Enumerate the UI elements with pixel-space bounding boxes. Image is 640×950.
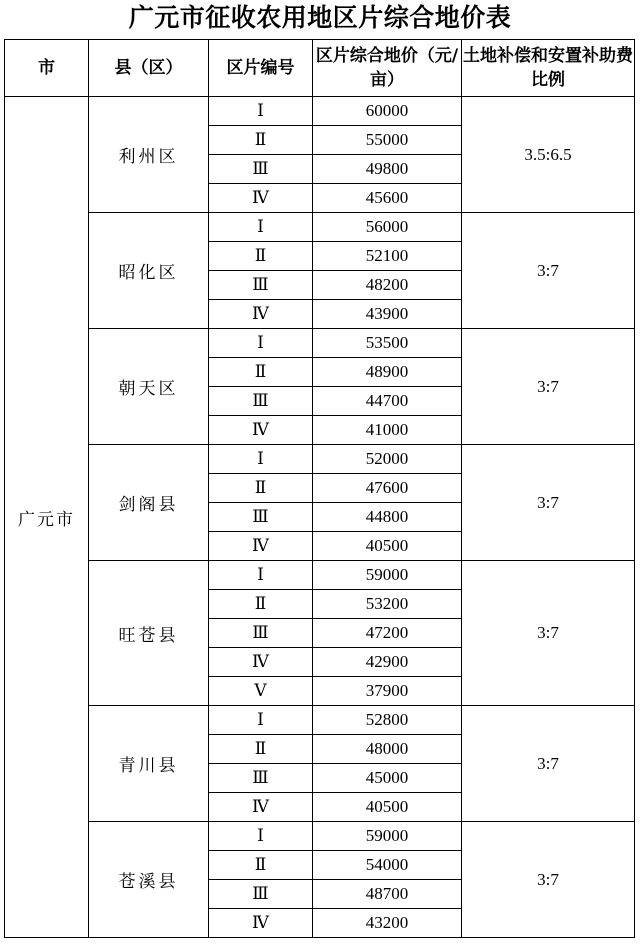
zone-id-cell: Ⅰ — [209, 822, 313, 851]
table-row — [5, 445, 635, 474]
zone-id-cell: Ⅲ — [209, 155, 313, 184]
price-cell: 54000 — [313, 851, 462, 880]
county-cell: 朝天区 — [89, 329, 209, 445]
zone-id-cell: Ⅲ — [209, 880, 313, 909]
zone-id-cell: Ⅰ — [209, 213, 313, 242]
header-price: 区片综合地价（元/亩） — [313, 40, 462, 97]
price-cell: 44800 — [313, 503, 462, 532]
header-county: 县（区） — [89, 40, 209, 97]
zone-id-cell: Ⅱ — [209, 474, 313, 503]
zone-id-cell: Ⅱ — [209, 735, 313, 764]
header-city: 市 — [5, 40, 89, 97]
price-cell: 56000 — [313, 213, 462, 242]
header-ratio: 土地补偿和安置补助费比例 — [462, 40, 635, 97]
zone-id-cell: Ⅳ — [209, 909, 313, 938]
zone-id-cell: Ⅳ — [209, 793, 313, 822]
price-cell: 60000 — [313, 97, 462, 126]
zone-id-cell: Ⅰ — [209, 329, 313, 358]
price-cell: 53500 — [313, 329, 462, 358]
price-cell: 48000 — [313, 735, 462, 764]
zone-id-cell: Ⅲ — [209, 764, 313, 793]
zone-id-cell: Ⅱ — [209, 358, 313, 387]
county-cell: 昭化区 — [89, 213, 209, 329]
price-cell: 44700 — [313, 387, 462, 416]
zone-id-cell: Ⅰ — [209, 445, 313, 474]
price-cell: 59000 — [313, 561, 462, 590]
price-cell: 45000 — [313, 764, 462, 793]
page-title: 广元市征收农用地区片综合地价表 — [128, 3, 512, 32]
ratio-cell: 3:7 — [462, 706, 635, 822]
ratio-cell: 3:7 — [462, 329, 635, 445]
ratio-cell: 3:7 — [462, 213, 635, 329]
table-row — [5, 329, 635, 358]
price-cell: 42900 — [313, 648, 462, 677]
table-row — [5, 97, 635, 126]
price-cell: 53200 — [313, 590, 462, 619]
zone-id-cell: Ⅰ — [209, 706, 313, 735]
price-cell: 52000 — [313, 445, 462, 474]
price-cell: 41000 — [313, 416, 462, 445]
table-header — [5, 40, 635, 97]
county-cell: 青川县 — [89, 706, 209, 822]
ratio-cell: 3:7 — [462, 561, 635, 706]
price-cell: 52100 — [313, 242, 462, 271]
header-row — [5, 40, 635, 97]
zone-id-cell: Ⅱ — [209, 126, 313, 155]
price-cell: 37900 — [313, 677, 462, 706]
ratio-cell: 3:7 — [462, 822, 635, 938]
zone-id-cell: Ⅳ — [209, 300, 313, 329]
price-cell: 40500 — [313, 532, 462, 561]
table-row — [5, 706, 635, 735]
price-cell: 52800 — [313, 706, 462, 735]
zone-id-cell: Ⅱ — [209, 242, 313, 271]
table-row — [5, 822, 635, 851]
county-cell: 利州区 — [89, 97, 209, 213]
price-cell: 55000 — [313, 126, 462, 155]
zone-id-cell: Ⅲ — [209, 387, 313, 416]
zone-id-cell: Ⅱ — [209, 590, 313, 619]
zone-id-cell: Ⅳ — [209, 532, 313, 561]
price-cell: 48700 — [313, 880, 462, 909]
price-cell: 43900 — [313, 300, 462, 329]
price-cell: 59000 — [313, 822, 462, 851]
zone-id-cell: Ⅳ — [209, 416, 313, 445]
zone-id-cell: Ⅲ — [209, 619, 313, 648]
zone-id-cell: Ⅲ — [209, 271, 313, 300]
price-cell: 48900 — [313, 358, 462, 387]
ratio-cell: 3.5:6.5 — [462, 97, 635, 213]
table-row — [5, 561, 635, 590]
price-cell: 48200 — [313, 271, 462, 300]
price-cell: 45600 — [313, 184, 462, 213]
zone-id-cell: Ⅳ — [209, 184, 313, 213]
zone-id-cell: Ⅲ — [209, 503, 313, 532]
zone-id-cell: Ⅰ — [209, 561, 313, 590]
county-cell: 剑阁县 — [89, 445, 209, 561]
header-zone-id: 区片编号 — [209, 40, 313, 97]
price-cell: 43200 — [313, 909, 462, 938]
county-cell: 旺苍县 — [89, 561, 209, 706]
land-price-table — [4, 39, 635, 938]
city-cell: 广元市 — [5, 97, 89, 938]
price-cell: 49800 — [313, 155, 462, 184]
price-cell: 47200 — [313, 619, 462, 648]
zone-id-cell: Ⅳ — [209, 648, 313, 677]
table-row — [5, 213, 635, 242]
price-cell: 47600 — [313, 474, 462, 503]
zone-id-cell: Ⅱ — [209, 851, 313, 880]
ratio-cell: 3:7 — [462, 445, 635, 561]
table-body — [5, 97, 635, 938]
zone-id-cell: Ⅴ — [209, 677, 313, 706]
zone-id-cell: Ⅰ — [209, 97, 313, 126]
county-cell: 苍溪县 — [89, 822, 209, 938]
price-cell: 40500 — [313, 793, 462, 822]
